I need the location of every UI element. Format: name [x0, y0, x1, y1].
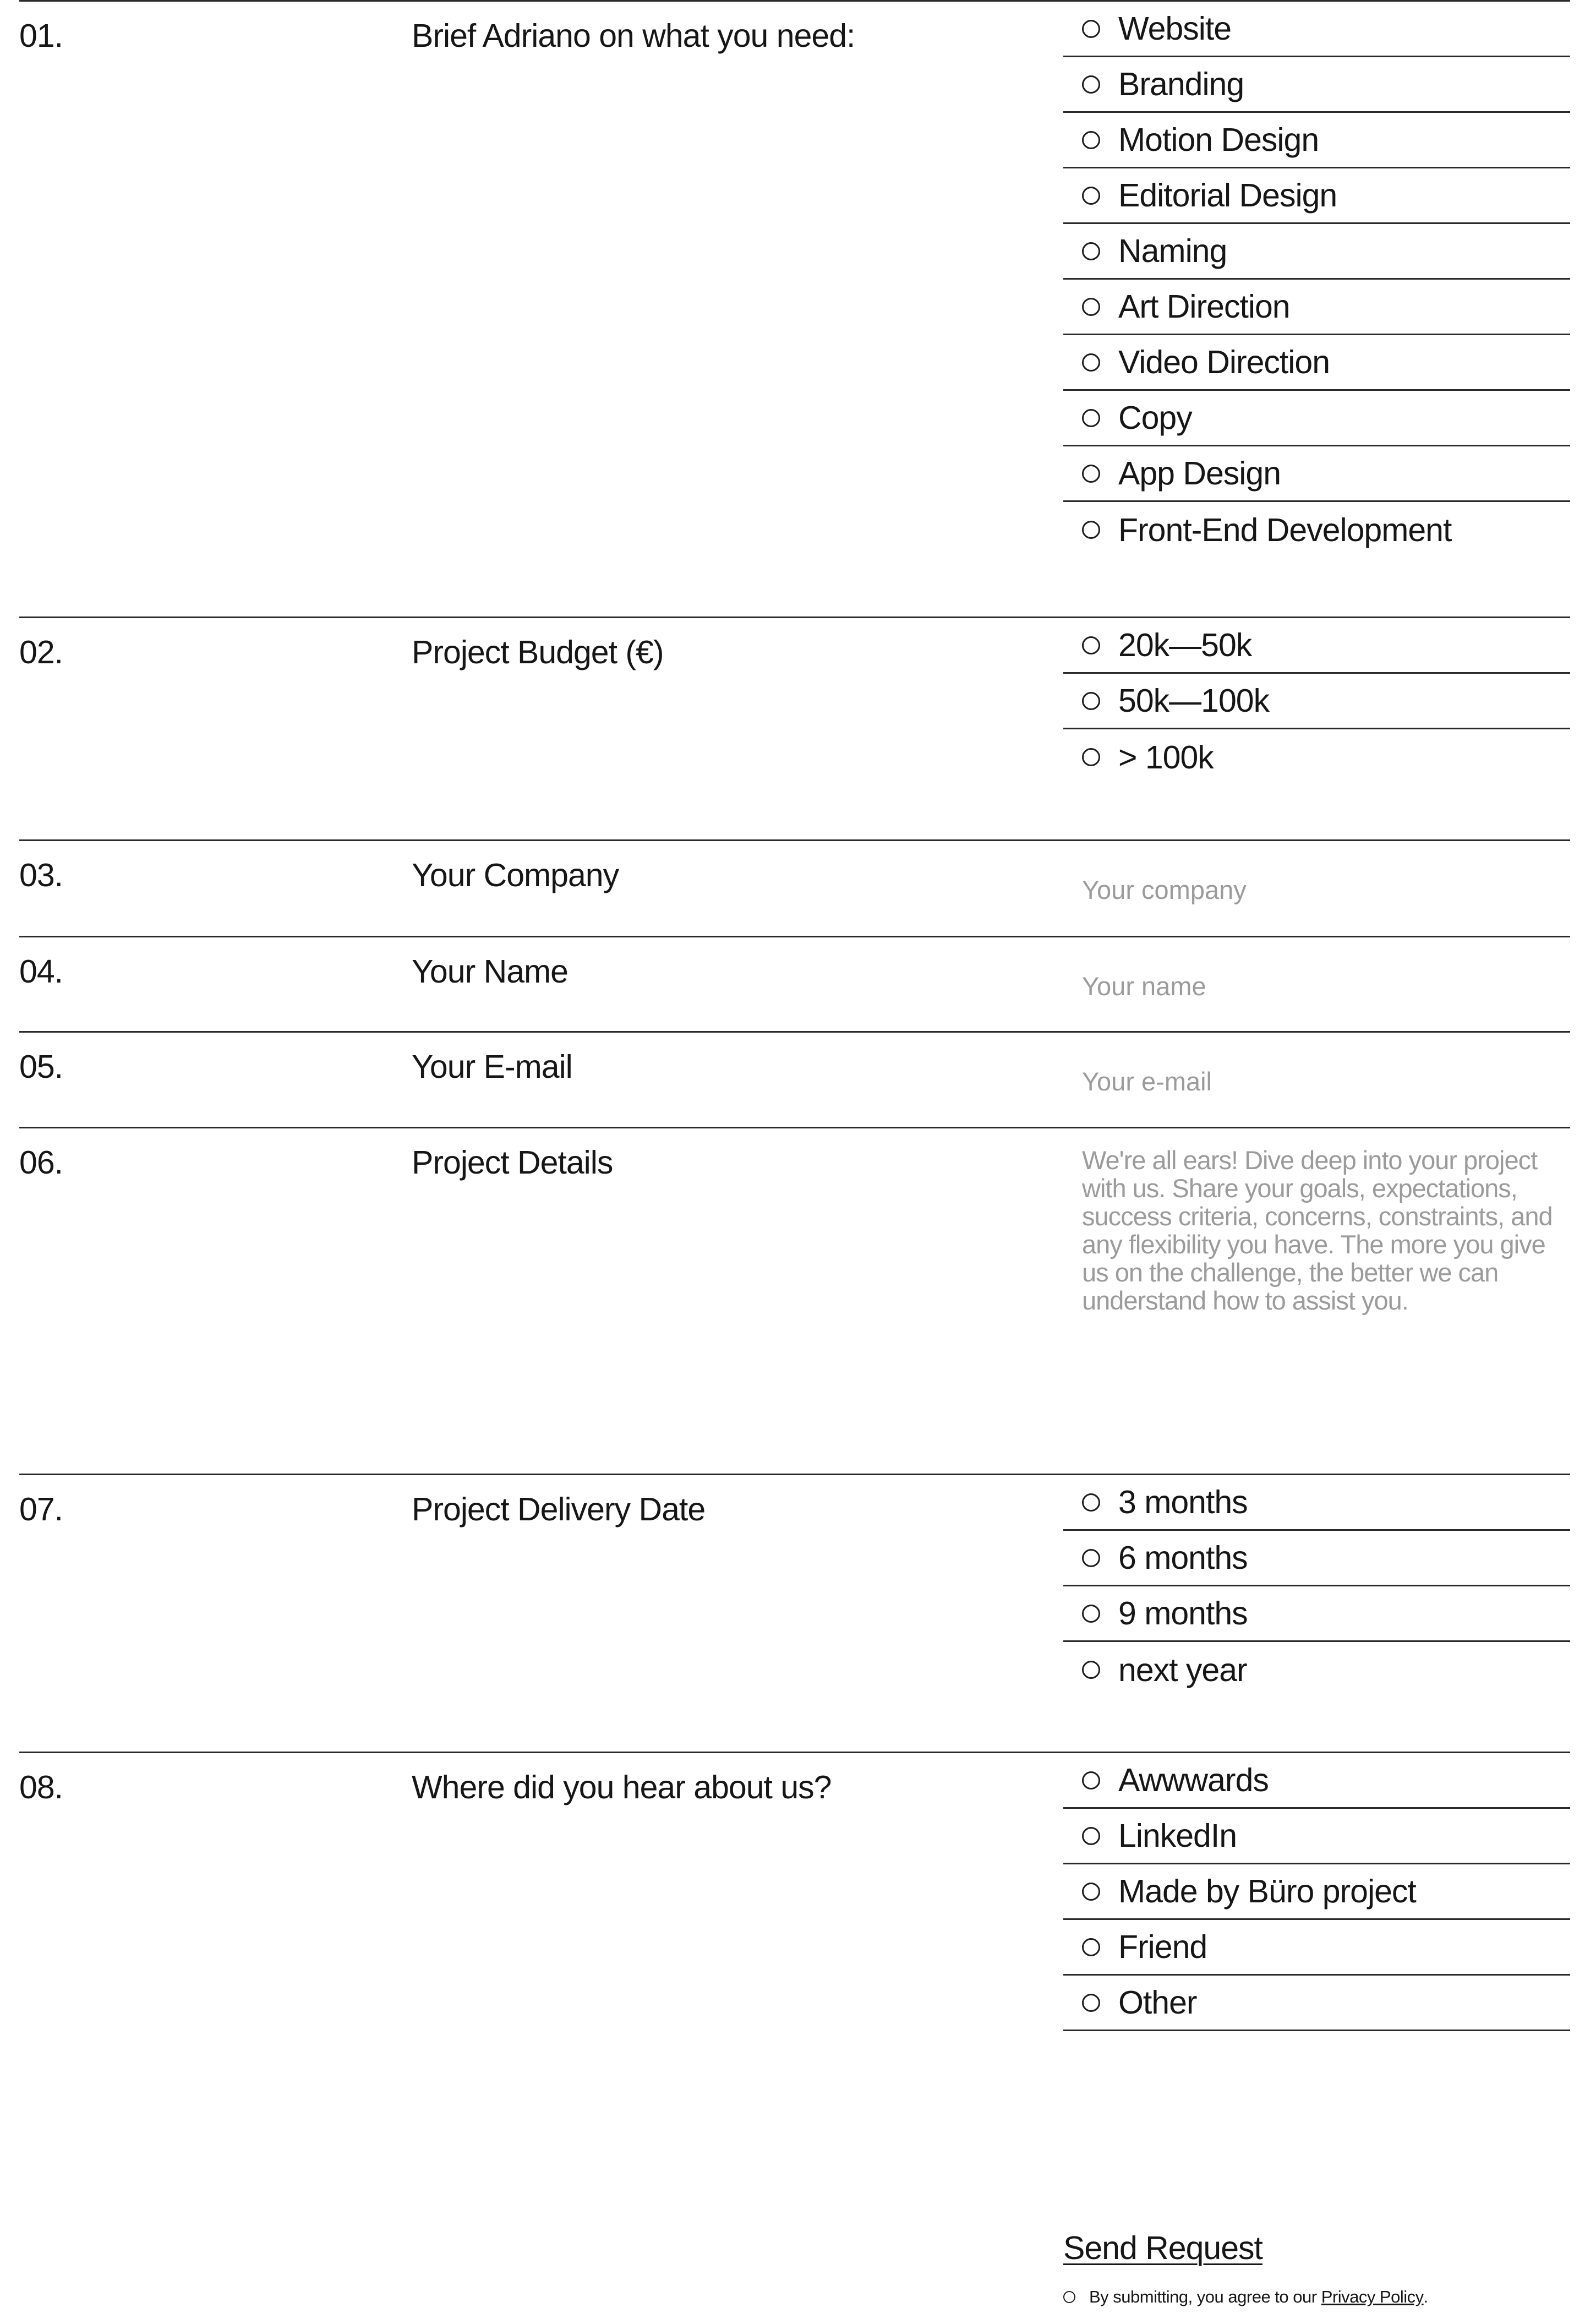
radio-icon[interactable] — [1082, 409, 1100, 427]
radio-icon[interactable] — [1082, 1605, 1100, 1623]
option-label: Front-End Development — [1118, 511, 1452, 548]
privacy-consent — [1063, 2287, 1428, 2307]
option-label: Video Direction — [1118, 344, 1330, 380]
services-options — [1063, 2, 1570, 558]
option-label: 50k—100k — [1118, 683, 1270, 719]
consent-suffix: . — [1423, 2287, 1428, 2306]
section-label: Project Details — [412, 1144, 613, 1181]
option-other[interactable] — [1063, 1976, 1570, 2031]
option-label: Motion Design — [1118, 122, 1319, 158]
radio-icon[interactable] — [1082, 1549, 1100, 1567]
radio-icon[interactable] — [1082, 465, 1100, 483]
section-number: 06. — [19, 1144, 63, 1181]
section-budget — [19, 617, 1570, 841]
option-3-months[interactable] — [1063, 1475, 1570, 1531]
radio-icon[interactable] — [1082, 131, 1100, 149]
consent-radio-icon[interactable] — [1063, 2291, 1075, 2303]
option-label: 9 months — [1118, 1595, 1248, 1632]
option-label: LinkedIn — [1118, 1818, 1237, 1854]
section-number: 08. — [19, 1769, 63, 1805]
option-budget-50k-100k[interactable] — [1063, 674, 1570, 729]
section-number: 03. — [19, 857, 63, 893]
consent-text: By submitting, you agree to our — [1089, 2287, 1321, 2306]
option-friend[interactable] — [1063, 1920, 1570, 1976]
option-branding[interactable] — [1063, 57, 1570, 113]
option-label: Copy — [1118, 400, 1192, 436]
option-copy[interactable] — [1063, 391, 1570, 446]
radio-icon[interactable] — [1082, 1771, 1100, 1790]
radio-icon[interactable] — [1082, 1827, 1100, 1845]
radio-icon[interactable] — [1082, 636, 1100, 654]
option-label: Website — [1118, 10, 1232, 47]
section-number: 02. — [19, 634, 63, 670]
section-services — [19, 0, 1570, 618]
option-label: Art Direction — [1118, 288, 1290, 325]
radio-icon[interactable] — [1082, 521, 1100, 539]
option-art-direction[interactable] — [1063, 280, 1570, 335]
option-label: 6 months — [1118, 1540, 1248, 1576]
option-9-months[interactable] — [1063, 1586, 1570, 1642]
section-email — [19, 1031, 1570, 1128]
option-label: Editorial Design — [1118, 177, 1337, 214]
option-made-by-buro-project[interactable] — [1063, 1864, 1570, 1920]
radio-icon[interactable] — [1082, 1661, 1100, 1679]
option-front-end-development[interactable] — [1063, 502, 1570, 558]
section-number: 01. — [19, 18, 63, 54]
option-linkedin[interactable] — [1063, 1809, 1570, 1864]
option-label: 20k—50k — [1118, 627, 1252, 663]
radio-icon[interactable] — [1082, 353, 1100, 372]
section-label: Your E-mail — [412, 1049, 572, 1085]
section-number: 05. — [19, 1049, 63, 1085]
section-label: Brief Adriano on what you need: — [412, 18, 855, 54]
section-company — [19, 839, 1570, 937]
option-budget-over-100k[interactable] — [1063, 729, 1570, 785]
radio-icon[interactable] — [1082, 20, 1100, 38]
section-label: Project Budget (€) — [412, 634, 664, 670]
radio-icon[interactable] — [1082, 692, 1100, 710]
option-label: > 100k — [1118, 739, 1214, 776]
budget-options — [1063, 618, 1570, 785]
option-next-year[interactable] — [1063, 1642, 1570, 1698]
radio-icon[interactable] — [1082, 748, 1100, 766]
option-label: Naming — [1118, 233, 1227, 269]
option-video-direction[interactable] — [1063, 335, 1570, 391]
section-number: 04. — [19, 953, 63, 990]
option-label: Friend — [1118, 1929, 1207, 1965]
send-request-button[interactable]: Send Request — [1063, 2230, 1262, 2266]
radio-icon[interactable] — [1082, 1938, 1100, 1956]
email-input[interactable] — [1063, 1033, 1570, 1115]
option-naming[interactable] — [1063, 224, 1570, 280]
radio-icon[interactable] — [1082, 1994, 1100, 2012]
section-label: Where did you hear about us? — [412, 1769, 832, 1805]
section-referral — [19, 1752, 1570, 2050]
section-delivery-date — [19, 1474, 1570, 1753]
option-website[interactable] — [1063, 2, 1570, 57]
option-awwwards[interactable] — [1063, 1753, 1570, 1809]
referral-options — [1063, 1753, 1570, 2031]
option-label: App Design — [1118, 455, 1281, 492]
section-label: Your Company — [412, 857, 619, 893]
project-details-textarea[interactable] — [1063, 1128, 1570, 1459]
section-label: Your Name — [412, 953, 568, 990]
name-input[interactable] — [1063, 937, 1570, 1020]
section-number: 07. — [19, 1491, 63, 1527]
section-label: Project Delivery Date — [412, 1491, 706, 1527]
privacy-policy-link[interactable]: Privacy Policy — [1321, 2287, 1424, 2306]
company-input[interactable] — [1063, 841, 1570, 924]
option-motion-design[interactable] — [1063, 113, 1570, 168]
radio-icon[interactable] — [1082, 242, 1100, 260]
option-budget-20k-50k[interactable] — [1063, 618, 1570, 674]
radio-icon[interactable] — [1082, 1883, 1100, 1901]
option-editorial-design[interactable] — [1063, 168, 1570, 224]
option-label: 3 months — [1118, 1484, 1248, 1520]
radio-icon[interactable] — [1082, 75, 1100, 94]
radio-icon[interactable] — [1082, 187, 1100, 205]
option-6-months[interactable] — [1063, 1531, 1570, 1586]
section-name — [19, 936, 1570, 1033]
section-project-details — [19, 1127, 1570, 1475]
delivery-options — [1063, 1475, 1570, 1698]
option-label: Other — [1118, 1984, 1197, 2021]
radio-icon[interactable] — [1082, 1493, 1100, 1512]
option-app-design[interactable] — [1063, 446, 1570, 502]
option-label: Made by Büro project — [1118, 1873, 1416, 1910]
option-label: Awwwards — [1118, 1762, 1269, 1798]
option-label: next year — [1118, 1651, 1247, 1688]
radio-icon[interactable] — [1082, 298, 1100, 316]
option-label: Branding — [1118, 66, 1244, 102]
